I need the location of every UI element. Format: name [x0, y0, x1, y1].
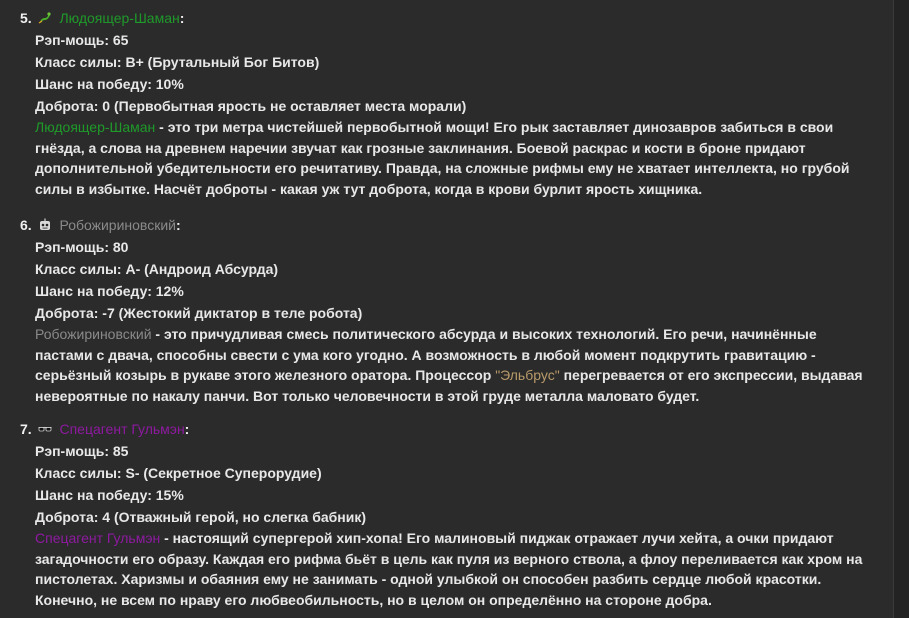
- description-highlight: "Эльбрус": [495, 367, 560, 383]
- colon: :: [175, 217, 181, 233]
- description: [35, 324, 875, 406]
- colon: :: [184, 421, 190, 437]
- lizard-icon: [38, 9, 52, 23]
- description-name: Спецагент Гульмэн: [35, 530, 161, 546]
- kindness: Доброта: 4 (Отважный герой, но слегка бабник): [35, 509, 367, 525]
- rap-power: Рэп-мощь: 65: [35, 32, 129, 48]
- entry-number: 7.: [20, 421, 32, 437]
- sunglasses-icon: [38, 420, 52, 434]
- contestant-name: Робожириновский: [59, 217, 176, 233]
- description-text: - это причудливая смесь политического абсурда и высоких технологий. Его речи, начинённые пастами с двача, способны свести с ума кого угодно. А возможность в любой момент подкрутить гравитацию - серьёзный козырь в рукаве этого железного оратора. Процессор: [35, 326, 817, 383]
- power-class: Класс силы: A- (Андроид Абсурда): [35, 261, 279, 277]
- entry-number: 5.: [20, 10, 32, 26]
- contestant-name: Спецагент Гульмэн: [59, 421, 185, 437]
- vertical-scrollbar[interactable]: [893, 0, 909, 618]
- entry-header: [20, 418, 880, 440]
- description-text: - это три метра чистейшей первобытной мощи! Его рык заставляет динозавров забиться в свои гнёзда, а слова на древнем наречии звучат как грозные заклинания. Боевой раскрас и кости в броне придают дополнительной убедительности его речитативу. Правда, на сложные рифмы ему не хватает интеллекта, но грубой силы в избытке. Насчёт доброты - какая уж тут доброта, когда в крови бурлит ярость хищника.: [35, 119, 850, 197]
- rap-power: Рэп-мощь: 80: [35, 239, 129, 255]
- description-text-continued: перегревается от его экспрессии, выдавая невероятные по накалу панчи. Вот только человечности в этой груде металла маловато будет.: [35, 367, 863, 404]
- description: [35, 528, 875, 610]
- description-text: - настоящий супергерой хип-хопа! Его малиновый пиджак отражает лучи хейта, а очки придают загадочности его образу. Каждая его рифма бьёт в цель как пуля из верного ствола, а флоу переливается как хром на пистолетах. Харизмы и обаяния ему не занимать - одной улыбкой он способен разбить сердце любой красотки. Конечно, не всем по нраву его любвеобильность, но в целом он определённо на стороне добра.: [35, 530, 863, 608]
- win-chance: Шанс на победу: 15%: [35, 487, 184, 503]
- win-chance: Шанс на победу: 12%: [35, 283, 184, 299]
- contestant-entry-7: [20, 418, 880, 610]
- entry-header: [20, 7, 880, 29]
- power-class: Класс силы: B+ (Брутальный Бог Битов): [35, 54, 320, 70]
- kindness: Доброта: 0 (Первобытная ярость не оставляет места морали): [35, 98, 467, 114]
- win-chance: Шанс на победу: 10%: [35, 76, 184, 92]
- entry-header: [20, 214, 880, 236]
- kindness: Доброта: -7 (Жестокий диктатор в теле робота): [35, 305, 363, 321]
- description-name: Людоящер-Шаман: [35, 119, 156, 135]
- description-name: Робожириновский: [35, 326, 152, 342]
- colon: :: [179, 10, 185, 26]
- contestant-entry-6: [20, 214, 880, 406]
- entry-number: 6.: [20, 217, 32, 233]
- rap-power: Рэп-мощь: 85: [35, 443, 129, 459]
- contestant-entry-5: [20, 7, 880, 199]
- power-class: Класс силы: S- (Секретное Суперорудие): [35, 465, 322, 481]
- description: [35, 117, 875, 199]
- robot-face-icon: [38, 216, 52, 230]
- contestant-name: Людоящер-Шаман: [59, 10, 180, 26]
